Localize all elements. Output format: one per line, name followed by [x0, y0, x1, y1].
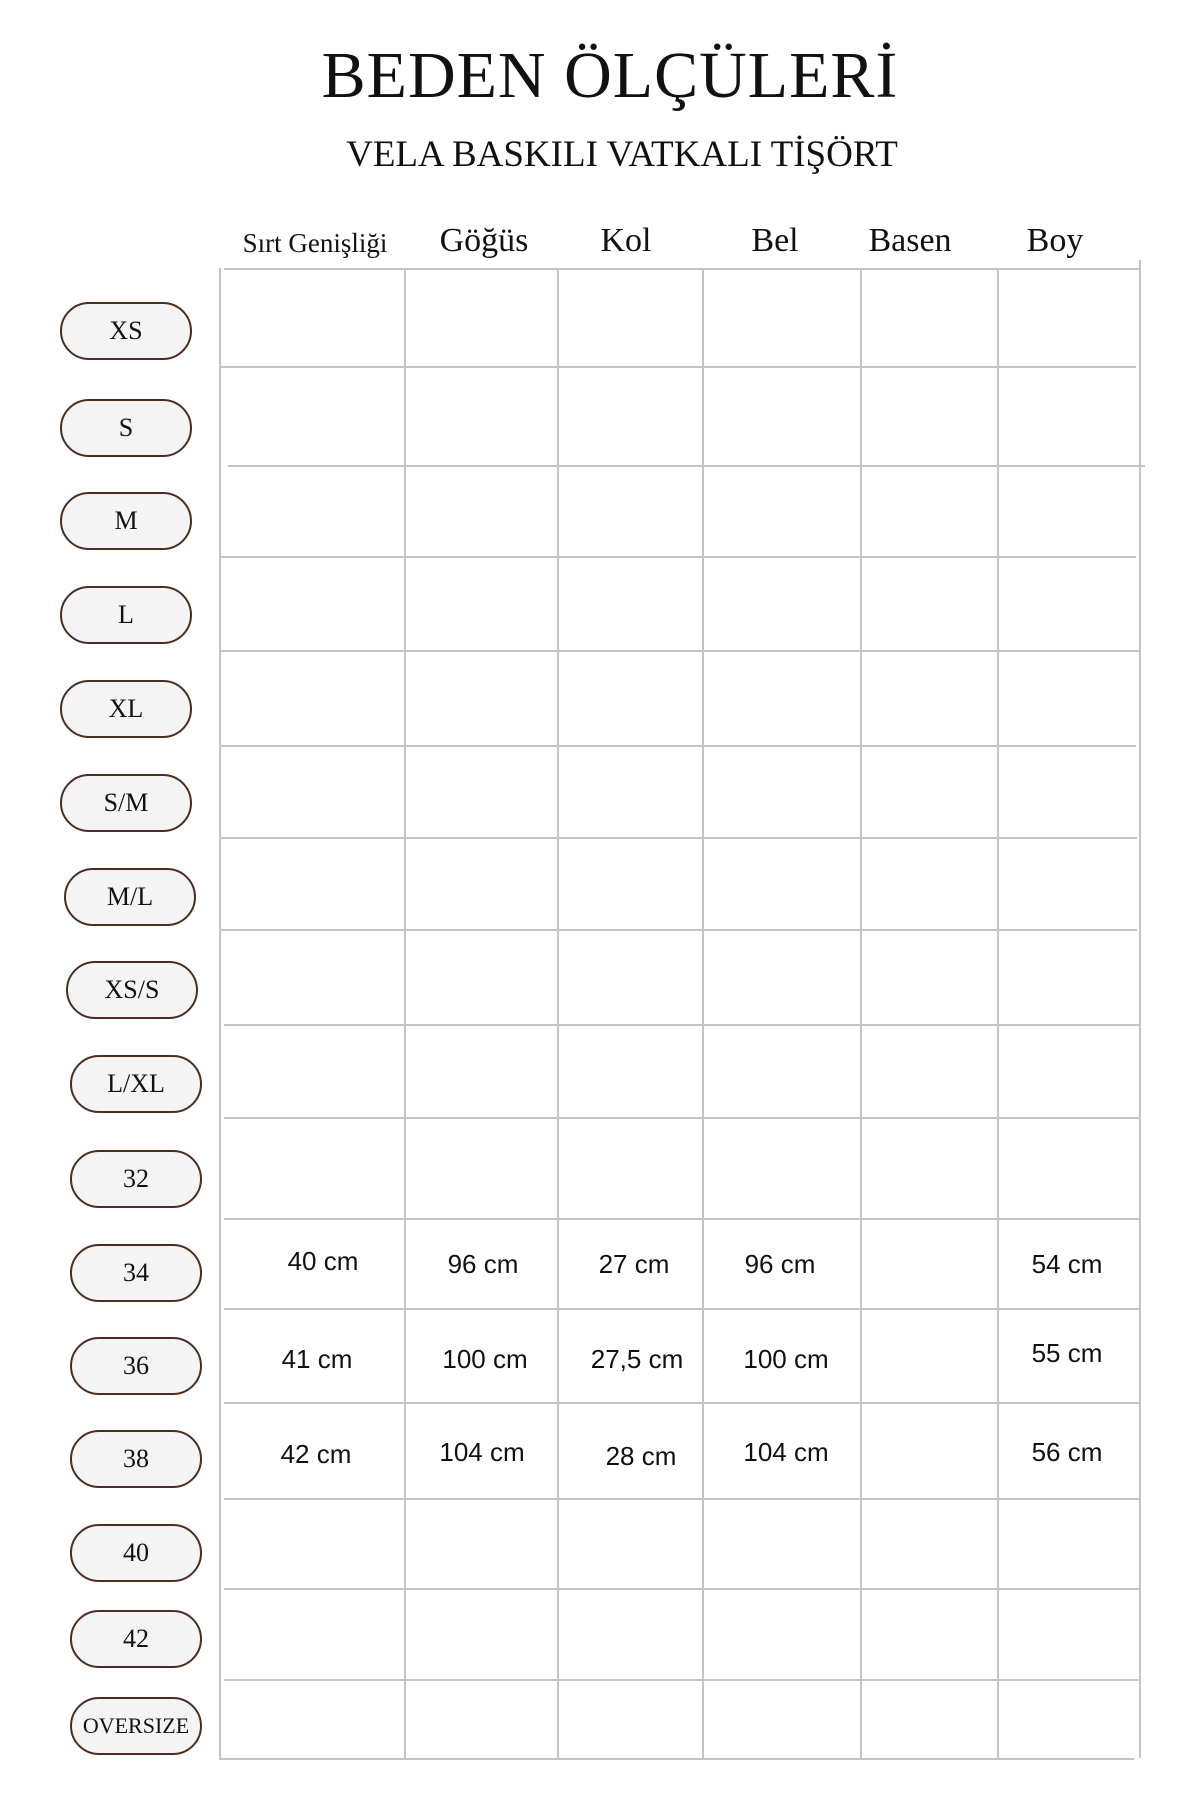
size-label-m: M	[60, 492, 192, 550]
size-label-l-xl: L/XL	[70, 1055, 202, 1113]
cell-38-kol: 28 cm	[605, 1441, 677, 1471]
cell-36-bel: 100 cm	[743, 1344, 829, 1374]
cell-36-kol: 27,5 cm	[590, 1344, 684, 1374]
cell-36-sirt-genisligi: 41 cm	[281, 1344, 353, 1374]
cell-36-gogus: 100 cm	[442, 1344, 528, 1374]
size-label-40: 40	[70, 1524, 202, 1582]
cell-38-bel: 104 cm	[743, 1437, 829, 1467]
col-header-gogus: Göğüs	[439, 222, 529, 259]
col-header-basen: Basen	[868, 222, 952, 259]
col-header-bel: Bel	[751, 222, 799, 259]
size-label-s-m: S/M	[60, 774, 192, 832]
size-label-s: S	[60, 399, 192, 457]
cell-38-sirt-genisligi: 42 cm	[280, 1439, 352, 1469]
cell-34-sirt-genisligi: 40 cm	[287, 1246, 359, 1276]
size-label-xs: XS	[60, 302, 192, 360]
size-label-oversize: OVERSIZE	[70, 1697, 202, 1755]
col-header-kol: Kol	[600, 222, 652, 259]
col-header-boy: Boy	[1026, 222, 1084, 259]
size-label-xl: XL	[60, 680, 192, 738]
size-label-xs-s: XS/S	[66, 961, 198, 1019]
cell-34-boy: 54 cm	[1031, 1249, 1103, 1279]
page-title: BEDEN ÖLÇÜLERİ	[321, 39, 899, 112]
size-label-38: 38	[70, 1430, 202, 1488]
product-name: VELA BASKILI VATKALI TİŞÖRT	[346, 134, 898, 175]
cell-34-bel: 96 cm	[744, 1249, 816, 1279]
cell-34-kol: 27 cm	[598, 1249, 670, 1279]
cell-38-boy: 56 cm	[1031, 1437, 1103, 1467]
size-label-34: 34	[70, 1244, 202, 1302]
size-label-m-l: M/L	[64, 868, 196, 926]
size-label-36: 36	[70, 1337, 202, 1395]
cell-36-boy: 55 cm	[1031, 1338, 1103, 1368]
size-label-32: 32	[70, 1150, 202, 1208]
size-label-42: 42	[70, 1610, 202, 1668]
size-label-l: L	[60, 586, 192, 644]
col-header-sirt-genisligi: Sırt Genişliği	[242, 228, 388, 258]
cell-38-gogus: 104 cm	[439, 1437, 525, 1467]
cell-34-gogus: 96 cm	[447, 1249, 519, 1279]
